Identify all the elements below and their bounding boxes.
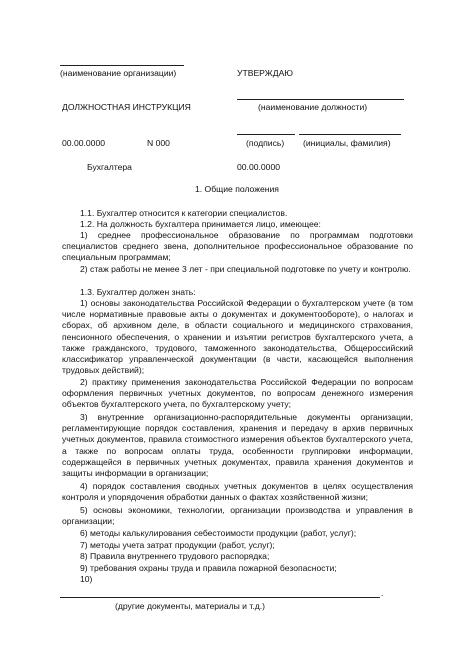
approve-date: 00.00.0000 — [237, 162, 281, 172]
other-documents-caption: (другие документы, материалы и т.д.) — [115, 601, 266, 611]
paragraph-1-2: 1.2. На должность бухгалтера принимается лицо, имеющее: — [80, 219, 321, 229]
org-name-caption: (наименование организации) — [60, 68, 177, 78]
signature-caption: (подпись) — [246, 138, 285, 148]
document-number: N 000 — [147, 138, 170, 148]
paragraph-1-1: 1.1. Бухгалтер относится к категории специалистов. — [80, 208, 288, 218]
document-date: 00.00.0000 — [62, 138, 106, 148]
role-name: Бухгалтера — [87, 162, 132, 172]
paragraph-1-2-item-2: 2) стаж работы не менее 3 лет - при специальной подготовке по учету и контролю. — [80, 264, 411, 274]
paragraph-1-3-item-4: 4) порядок составления сводных учетных документов в целях осуществления контроля и упорядочения обработки данных о фактах хозяйственной жизни; — [62, 481, 413, 503]
paragraph-1-3: 1.3. Бухгалтер должен знать: — [80, 287, 196, 297]
paragraph-1-3-item-1: 1) основы законодательства Российской Федерации о бухгалтерском учете (в том числе нормативные правовые акты о документах и документообороте), о налогах и сборах, об архивном деле, в области социального и медицинского страхования, пенсионного обеспечения, о хранении и изъятии регистров бухгалтерского учета, а также гражданского, трудового, таможенного законодательства, Общероссийский классификатор управленческой документации (в части, касающейся выполнения трудовых действий); — [62, 298, 413, 376]
paragraph-1-3-item-8: 8) Правила внутреннего трудового распорядка; — [80, 551, 270, 561]
signature-line — [237, 134, 295, 135]
line-end-period: . — [381, 588, 384, 598]
name-line — [299, 134, 401, 135]
document-title: ДОЛЖНОСТНАЯ ИНСТРУКЦИЯ — [62, 102, 191, 112]
paragraph-1-3-item-7: 7) методы учета затрат продукции (работ, услуг); — [80, 540, 275, 550]
section-title: 1. Общие положения — [195, 184, 279, 194]
paragraph-1-2-item-1: 1) среднее профессиональное образование по программам подготовки специалистов среднего звена, дополнительное профессиональное образование по специальным программам; — [62, 230, 413, 263]
paragraph-1-3-item-6: 6) методы калькулирования себестоимости продукции (работ, услуг); — [80, 528, 357, 538]
paragraph-1-3-item-10: 10) — [80, 574, 93, 584]
approve-label: УТВЕРЖДАЮ — [237, 68, 293, 78]
paragraph-1-3-item-9: 9) требования охраны труда и правила пожарной безопасности; — [80, 563, 337, 573]
name-caption: (инициалы, фамилия) — [303, 138, 391, 148]
position-line — [237, 99, 404, 100]
org-name-line — [60, 65, 184, 66]
paragraph-1-3-item-3: 3) внутренние организационно-распорядительные документы организации, регламентирующие порядок составления, хранения и передачу в архив первичных учетных документов, правила стоимостного измерения объектов бухгалтерского учета, а также по вопросам оплаты труда, особенности группировки информации, содержащейся в первичных учетных документах, правила хранения документов и защиты информации в организации; — [62, 412, 413, 479]
paragraph-1-3-item-2: 2) практику применения законодательства Российской Федерации по вопросам оформления первичных учетных документов, по вопросам денежного измерения объектов бухгалтерского учета, по бухгалтерскому учету; — [62, 377, 413, 410]
position-caption: (наименование должности) — [258, 102, 368, 112]
paragraph-1-3-item-5: 5) основы экономики, технологии, организации производства и управления в организации; — [62, 505, 413, 527]
other-documents-line — [60, 597, 380, 598]
